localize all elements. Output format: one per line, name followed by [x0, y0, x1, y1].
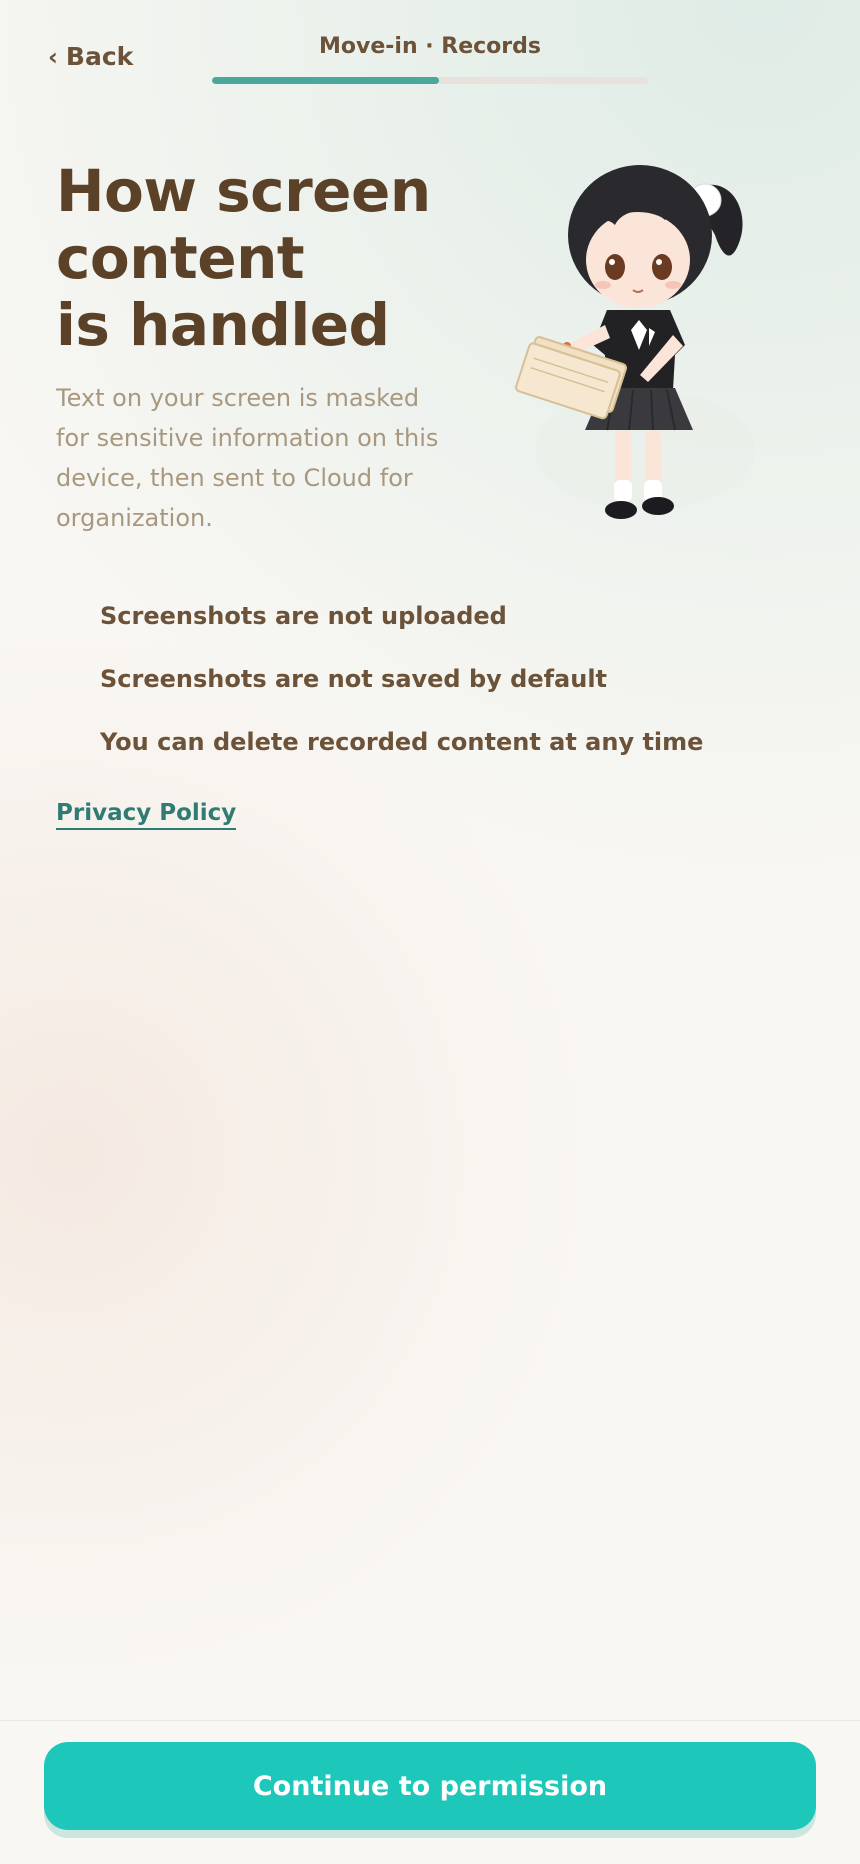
progress-bar — [212, 77, 648, 84]
title-line-2: content — [56, 224, 305, 292]
character-illustration — [515, 150, 765, 540]
title-line-3: is handled — [56, 291, 390, 359]
back-label: Back — [65, 42, 134, 71]
page-title — [56, 158, 476, 359]
title-line-1: How screen — [56, 157, 431, 225]
list-item: You can delete recorded content at any time — [100, 727, 704, 756]
page-subtitle: Text on your screen is masked for sensitive information on this device, then sent to Cloud for organization. — [56, 384, 439, 532]
footer-divider — [0, 1720, 860, 1721]
privacy-policy-link[interactable]: Privacy Policy — [56, 800, 236, 830]
back-button[interactable] — [48, 42, 133, 71]
progress-fill — [212, 77, 439, 84]
list-item: Screenshots are not saved by default — [100, 664, 608, 693]
list-item: Screenshots are not uploaded — [100, 601, 507, 630]
page-step-title: Move-in · Records — [319, 34, 541, 59]
continue-to-permission-button[interactable]: Continue to permission — [44, 1742, 816, 1830]
feature-list — [100, 584, 703, 773]
chevron-left-icon: ‹ — [48, 42, 58, 71]
